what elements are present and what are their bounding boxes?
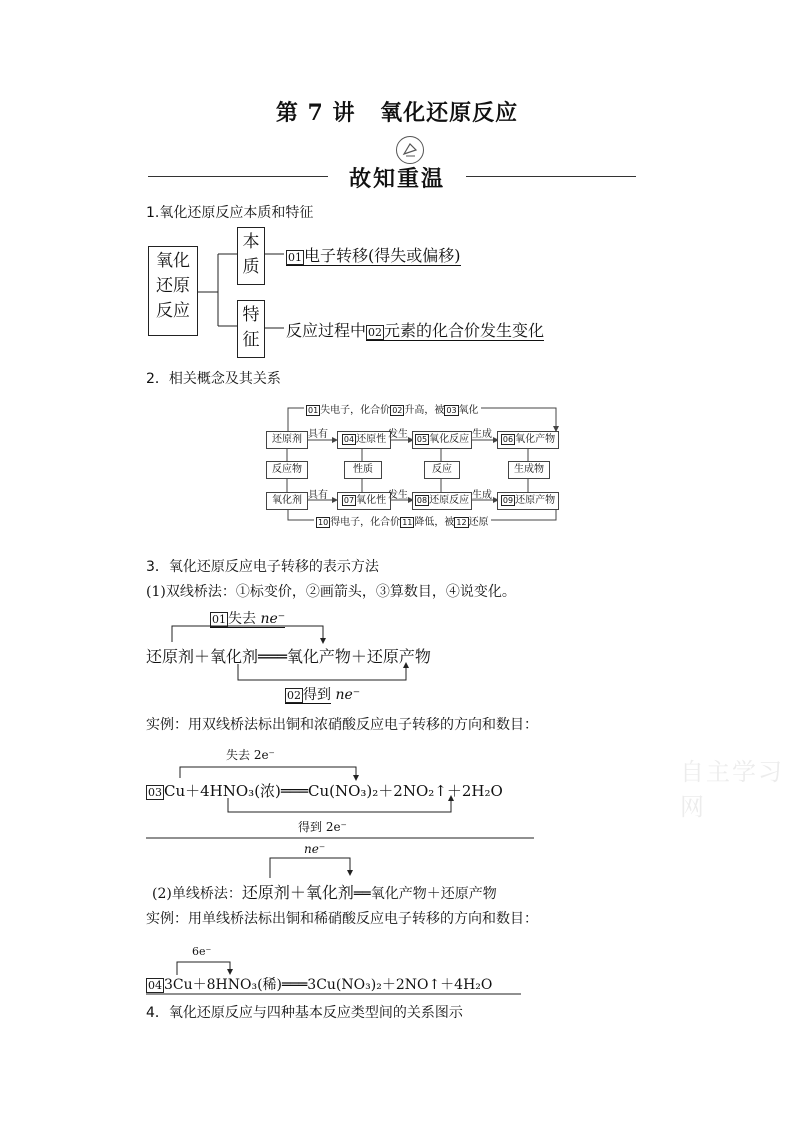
box-oxidizing-agent: 氧化剂 bbox=[266, 492, 308, 510]
double-bridge-intro: (1)双线桥法：①标变价，②画箭头，③算数目，④说变化。 bbox=[146, 584, 516, 600]
root-line-1: 氧化 bbox=[156, 251, 190, 271]
flow-top-label: 01 失电子，化合价 02 升高，被 03 氧化 bbox=[304, 401, 481, 416]
double-bottom-label: 02 得到 ne⁻ bbox=[287, 687, 361, 703]
box-reducibility: 04 还原性 bbox=[337, 431, 391, 449]
label-undergo-2: 发生 bbox=[388, 490, 408, 501]
general-equation: 还原剂＋氧化剂═══氧化产物＋还原产物 bbox=[146, 647, 431, 666]
feature-box: 特 征 bbox=[237, 300, 265, 358]
example2-equation: 04 3Cu＋8HNO₃(稀)═══3Cu(NO₃)₂＋2NO↑＋4H₂O bbox=[148, 977, 493, 993]
double-top-label: 01 失去 ne⁻ bbox=[212, 611, 286, 627]
box-reaction: 反应 bbox=[424, 461, 460, 479]
root-line-2: 还原 bbox=[156, 276, 190, 296]
ex1-gain-label: 得到 2e⁻ bbox=[298, 820, 347, 834]
box-property: 性质 bbox=[344, 461, 382, 479]
single-bridge-line: (2)单线桥法：还原剂＋氧化剂══氧化产物＋还原产物 bbox=[152, 883, 497, 902]
box-reduction-reaction: 08 还原反应 bbox=[412, 492, 472, 510]
flow-bottom-label: 10 得电子，化合价 11 降低，被 12 还原 bbox=[314, 513, 491, 528]
ex1-lose-label: 失去 2e⁻ bbox=[226, 748, 275, 762]
lecture-number: 第 7 讲 bbox=[275, 100, 356, 126]
feature-answer: 反应过程中 02 元素的化合价发生变化 bbox=[286, 321, 545, 340]
single-ne-label: ne⁻ bbox=[304, 842, 326, 856]
label-has-2: 具有 bbox=[308, 490, 328, 501]
ex2-electron-label: 6e⁻ bbox=[192, 945, 212, 958]
blank-02: 02 bbox=[368, 326, 383, 339]
section3-heading: 3．氧化还原反应电子转移的表示方法 bbox=[146, 559, 379, 575]
box-reduction-product: 09 还原产物 bbox=[497, 492, 559, 510]
lecture-topic: 氧化还原反应 bbox=[380, 100, 519, 126]
essence-answer: 01 电子转移(得失或偏移) bbox=[288, 246, 461, 265]
example2-intro: 实例：用单线桥法标出铜和稀硝酸反应电子转移的方向和数目： bbox=[146, 911, 538, 927]
label-produce: 生成 bbox=[472, 429, 492, 440]
essence-box: 本 质 bbox=[237, 227, 265, 285]
label-produce-2: 生成 bbox=[472, 490, 492, 501]
box-oxidizability: 07 氧化性 bbox=[337, 492, 391, 510]
section2-heading: 2．相关概念及其关系 bbox=[146, 371, 281, 387]
box-oxidation-product: 06 氧化产物 bbox=[497, 431, 559, 449]
box-oxidation-reaction: 05 氧化反应 bbox=[412, 431, 472, 449]
example1-intro: 实例：用双线桥法标出铜和浓硝酸反应电子转移的方向和数目： bbox=[146, 717, 538, 733]
section4-heading: 4．氧化还原反应与四种基本反应类型间的关系图示 bbox=[146, 1005, 463, 1021]
example1-equation: 03 Cu＋4HNO₃(浓)═══Cu(NO₃)₂＋2NO₂↑＋2H₂O bbox=[148, 782, 503, 800]
box-product: 生成物 bbox=[508, 461, 550, 479]
label-has: 具有 bbox=[308, 429, 328, 440]
box-reducing-agent: 还原剂 bbox=[266, 431, 308, 449]
section-banner: 故知重温 bbox=[348, 167, 445, 192]
box-reactant: 反应物 bbox=[266, 461, 308, 479]
watermark: 自主学习网 bbox=[680, 758, 784, 821]
blank-01: 01 bbox=[288, 251, 302, 264]
label-undergo: 发生 bbox=[388, 429, 408, 440]
section1-heading: 1.氧化还原反应本质和特征 bbox=[146, 205, 314, 221]
root-line-3: 反应 bbox=[156, 301, 190, 321]
